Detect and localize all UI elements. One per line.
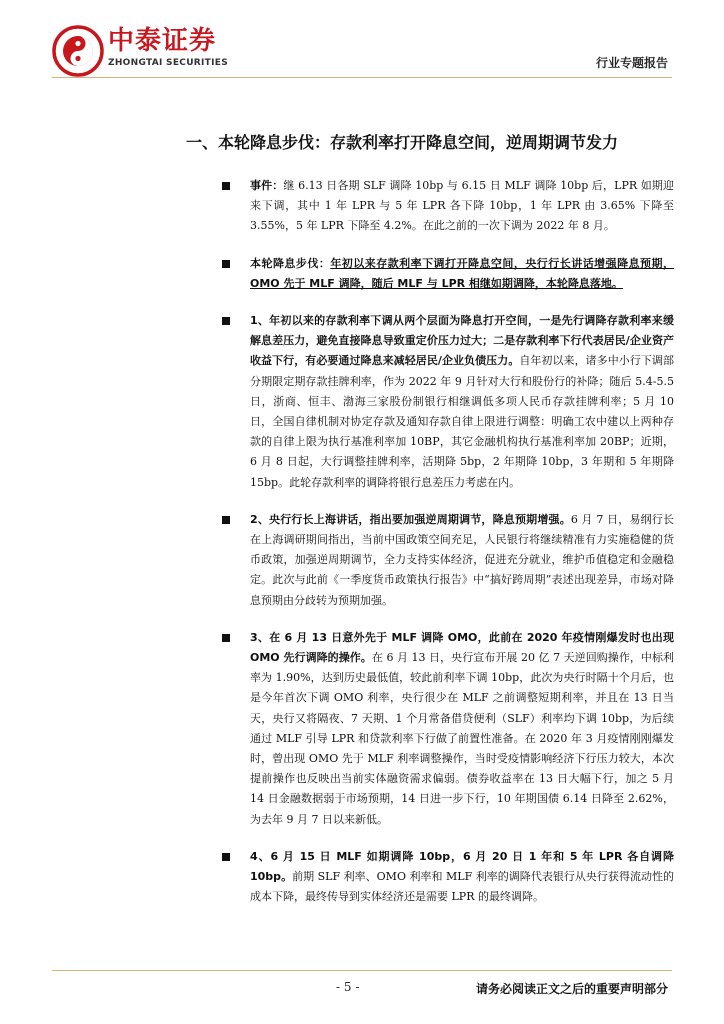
bullet-lead: 2、央行行长上海讲话，指出要加强逆周期调节，降息预期增强。 [250, 512, 571, 526]
bullet-item-deposit-rate [250, 311, 674, 493]
bullet-lead: 1、年初以来的存款利率下调从两个层面为降息打开空间，一是先行调降存款利率来缓解息差压力，避免直接降息导致重定价压力过大；二是存款利率下行代表居民/企业资产收益下行，有必要通过降息来减轻居民/企业负债压力。 [250, 314, 674, 368]
brand-name-cn: 中泰证券 [108, 26, 217, 56]
header-divider [52, 77, 672, 78]
bullet-body: 自年初以来，诸多中小行下调部分期限定期存款挂牌利率，作为 2022 年 9 月针对大行和股份行的补降；随后 5.4-5.5 日，浙商、恒丰、渤海三家股份制银行相继调低多项人民币存款挂牌利率；5 月 10 日，全国自律机制对协定存款及通知存款自律上限进行调整：明确工农中建以上两种存款的自律上限为执行基准利率加 10BP，其它金融机构执行基准利率加 20BP；近期，6 月 8 日起，大行调整挂牌利率，活期降 5bp，2 年期降 10bp，3 年期和 5 年期降 15bp。此轮存款利率的调降将银行息差压力考虑在内。 [250, 354, 674, 489]
footer-divider [52, 970, 672, 971]
report-type-label: 行业专题报告 [595, 56, 668, 70]
bullet-item-mlf-lpr [250, 847, 674, 908]
bullet-body: 6 月 7 日，易纲行长在上海调研期间指出，当前中国政策空间充足，人民银行将继续精准有力实施稳健的货币政策，加强逆周期调节，全力支持实体经济，促进充分就业，维护币值稳定和金融稳定。此次与此前《一季度货币政策执行报告》中“搞好跨周期”表述出现差异，市场对降息预期由分歧转为预期加强。 [250, 512, 674, 607]
bullet-lead-underlined: 年初以来存款利率下调打开降息空间，央行行长讲话增强降息预期，OMO 先于 MLF 调降，随后 MLF 与 LPR 相继如期调降，本轮降息落地。 [250, 256, 675, 290]
section-title: 一、本轮降息步伐：存款利率打开降息空间，逆周期调节发力 [186, 133, 619, 152]
bullet-body: 前期 SLF 利率、OMO 利率和 MLF 利率的调降代表银行从央行获得流动性的成本下降，最终传导到实体经济还是需要 LPR 的最终调降。 [250, 870, 675, 904]
bullet-item-event [250, 176, 674, 237]
bullet-body: 在 6 月 13 日，央行宣布开展 20 亿 7 天逆回购操作，中标利率为 1.90%，达到历史最低值，较此前利率下调 10bp，此次为央行时隔十个月后，也是今年首次下调 OMO 利率，央行很少在 MLF 之前调整短期利率，并且在 13 日当天，央行又将隔夜、7 天期、1 个月常备借贷便利（SLF）利率均下调 10bp，为后续通过 MLF 引导 LPR 和贷款利率下行做了前置性准备。在 2020 年 3 月疫情刚刚爆发时，曾出现 OMO 先于 MLF 利率调整操作，当时受疫情影响经济下行压力较大，本次提前操作也反映出当前实体融资需求偏弱。债券收益率在 13 日大幅下行，加之 5 月 14 日金融数据弱于市场预期，14 日进一步下行，10 年期国债 6.14 日降至 2.62%，为去年 9 月 7 日以来新低。 [250, 651, 674, 826]
bullet-lead: 3、在 6 月 13 日意外先于 MLF 调降 OMO，此前在 2020 年疫情刚爆发时也出现 OMO 先行调降的操作。 [250, 630, 674, 665]
bullet-lead: 本轮降息步伐： [250, 256, 331, 270]
brand-name-en: ZHONGTAI SECURITIES [108, 58, 228, 68]
bullet-lead: 4、6 月 15 日 MLF 如期调降 10bp，6 月 20 日 1 年和 5 年 LPR 各自调降 10bp。 [250, 849, 674, 884]
bullet-lead: 事件： [250, 179, 284, 192]
zhongtai-logo-icon [52, 25, 104, 77]
bullet-item-pace [250, 254, 674, 294]
bullet-item-omo-cut [250, 628, 674, 830]
page-number: - 5 - [336, 980, 360, 994]
bullet-item-governor-speech [250, 510, 674, 611]
bullet-list [250, 176, 674, 925]
footer-disclaimer: 请务必阅读正文之后的重要声明部分 [475, 982, 668, 996]
bullet-body: 继 6.13 日各期 SLF 调降 10bp 与 6.15 日 MLF 调降 10bp 后，LPR 如期迎来下调，其中 1 年 LPR 与 5 年 LPR 各下降 10bp，1 年 LPR 由 3.65% 下降至 3.55%，5 年 LPR 下降至 4.2%。在此之前的一次下调为 2022 年 8 月。 [250, 179, 674, 233]
